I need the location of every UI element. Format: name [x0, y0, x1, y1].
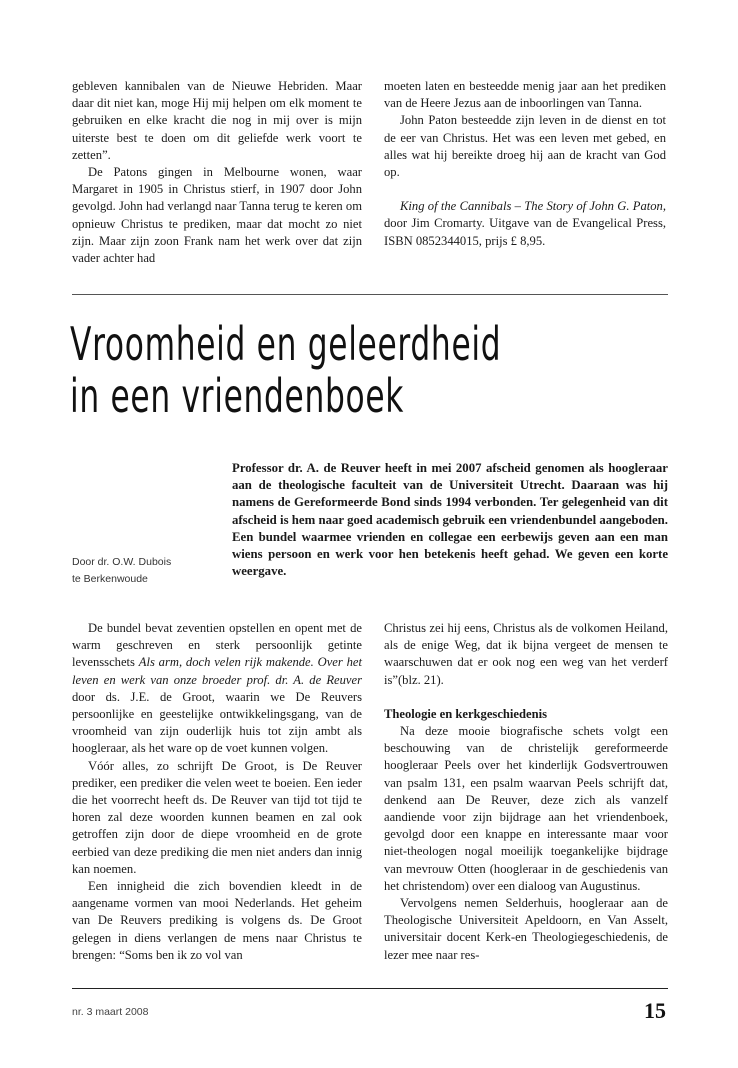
article-title [70, 317, 502, 423]
previous-article-paragraph: gebleven kannibalen van de Nieuwe Hebriden. Maar daar dit niet kan, moge Hij mij helpen om elk moment te gebruiken en elke kracht die nog in mij over is mijn uiterste best te doen om dit geliefde werk voort te zetten”. [72, 79, 362, 162]
book-details: door Jim Cromarty. Uitgave van de Evangelical Press, ISBN 0852344015, prijs £ 8,95. [384, 216, 666, 248]
body-paragraph: Na deze mooie biografische schets volgt een beschouwing van de christelijk gereformeerde hoogleraar Peels over het kinderlijk Godsvertrouwen van psalm 131, een psalm waarvan Peels schrijft dat, denkend aan De Reuver, deze zich als vanzelf aandiende voor zijn bijdrage aan het vriendenboek, gevolgd door een knappe en interessante maar voor niet-theologen nogal moeilijk toegankelijke bijdrage van mevrouw Otten (hoogleraar in de geschiedenis van het christendom) over een dialoog van Augustinus. [384, 724, 668, 893]
section-divider [72, 294, 668, 295]
previous-article-left-column [72, 78, 362, 267]
body-text: door ds. J.E. de Groot, waarin we De Reuvers persoonlijke en geestelijke ontwikkelingsgang, van de vroomheid van zijn ouderlijk huis tot zijn ambt als hoogleraar, als het ware op de voet kunnen volgen. [72, 689, 362, 756]
body-text: De bundel bevat zeventien opstellen en opent met de warm geschreven en sterk persoonlijk getinte levensschets [72, 621, 362, 670]
body-paragraph: Vervolgens nemen Selderhuis, hoogleraar aan de Theologische Universiteit Apeldoorn, en Van Asselt, universitair docent Kerk-en Theologiegeschiedenis, de lezer mee naar res- [384, 896, 668, 962]
article-body-left-column [72, 620, 362, 964]
body-paragraph: Vóór alles, zo schrijft De Groot, is De Reuver prediker, een prediker die velen weet te boeien. Een ieder die het voorrecht heeft ds. De Reuver van tijd tot tijd te horen zal deze woorden kunnen beamen en zal ook getroffen zijn door de diepe vroomheid en de grote eerbied van deze prediking die men niet anders dan innig kan noemen. [72, 758, 362, 876]
body-paragraph [72, 620, 362, 758]
previous-article-right-column [384, 78, 666, 250]
article-body-right-column [384, 620, 668, 964]
previous-article-paragraph: moeten laten en besteedde menig jaar aan het prediken van de Heere Jezus aan de inboorlingen van Tanna. [384, 79, 666, 111]
article-title-line: in een vriendenboek [70, 369, 405, 423]
quoted-title: Als arm, doch velen rijk makende. Over het leven en werk van onze broeder prof. dr. A. de Reuver [72, 655, 362, 687]
body-paragraph: Christus zei hij eens, Christus als de volkomen Heiland, als de enige Weg, dat ik bijna vergeet de mensen te waarschuwen dat er ook nog een weg van het verderf is”(blz. 21). [384, 621, 668, 687]
article-title-line: Vroomheid en geleerdheid [70, 317, 502, 371]
previous-article-paragraph: De Patons gingen in Melbourne wonen, waar Margaret in 1905 in Christus stierf, in 1907 door John gevolgd. John had verlangd naar Tanna terug te keren om opnieuw Christus te prediken, maar dat mocht zo niet zijn. Maar zijn zoon Frank nam het werk over dat zijn vader achter had [72, 165, 362, 266]
section-subheading: Theologie en kerkgeschiedenis [384, 706, 548, 721]
page-number: 15 [644, 998, 666, 1023]
article-intro: Professor dr. A. de Reuver heeft in mei 2007 afscheid genomen als hoogleraar aan de theologische faculteit van de Universiteit Utrecht. Daaraan was hij namens de Gereformeerde Bond sinds 1994 verbonden. Ter gelegenheid van dit afscheid is hem naar goed academisch gebruik een vriendenbundel aangeboden. Een bundel waarmee vrienden en collegae een eerbewijs geven aan een man wiens persoon en werk voor hen betekenis heeft gehad. We geven een korte weergave. [232, 461, 668, 579]
author-location: te Berkenwoude [72, 573, 148, 585]
author-credit [72, 554, 171, 588]
book-reference [384, 198, 666, 250]
book-title: King of the Cannibals – The Story of John G. Paton, [400, 199, 666, 214]
footer-divider [72, 988, 668, 989]
body-paragraph: Een innigheid die zich bovendien kleedt in de aangename vormen van mooi Nederlands. Het geheim van De Reuvers prediking is volgens ds. De Groot gelegen in diens verlangen de mens naar Christus te brengen: “Soms ben ik zo vol van [72, 879, 362, 962]
issue-label: nr. 3 maart 2008 [72, 1006, 149, 1018]
previous-article-paragraph: John Paton besteedde zijn leven in de dienst en tot de eer van Christus. Het was een leven met gebed, en alles wat hij bereikte droeg hij aan de kracht van God op. [384, 113, 666, 180]
author-name: Door dr. O.W. Dubois [72, 556, 172, 568]
